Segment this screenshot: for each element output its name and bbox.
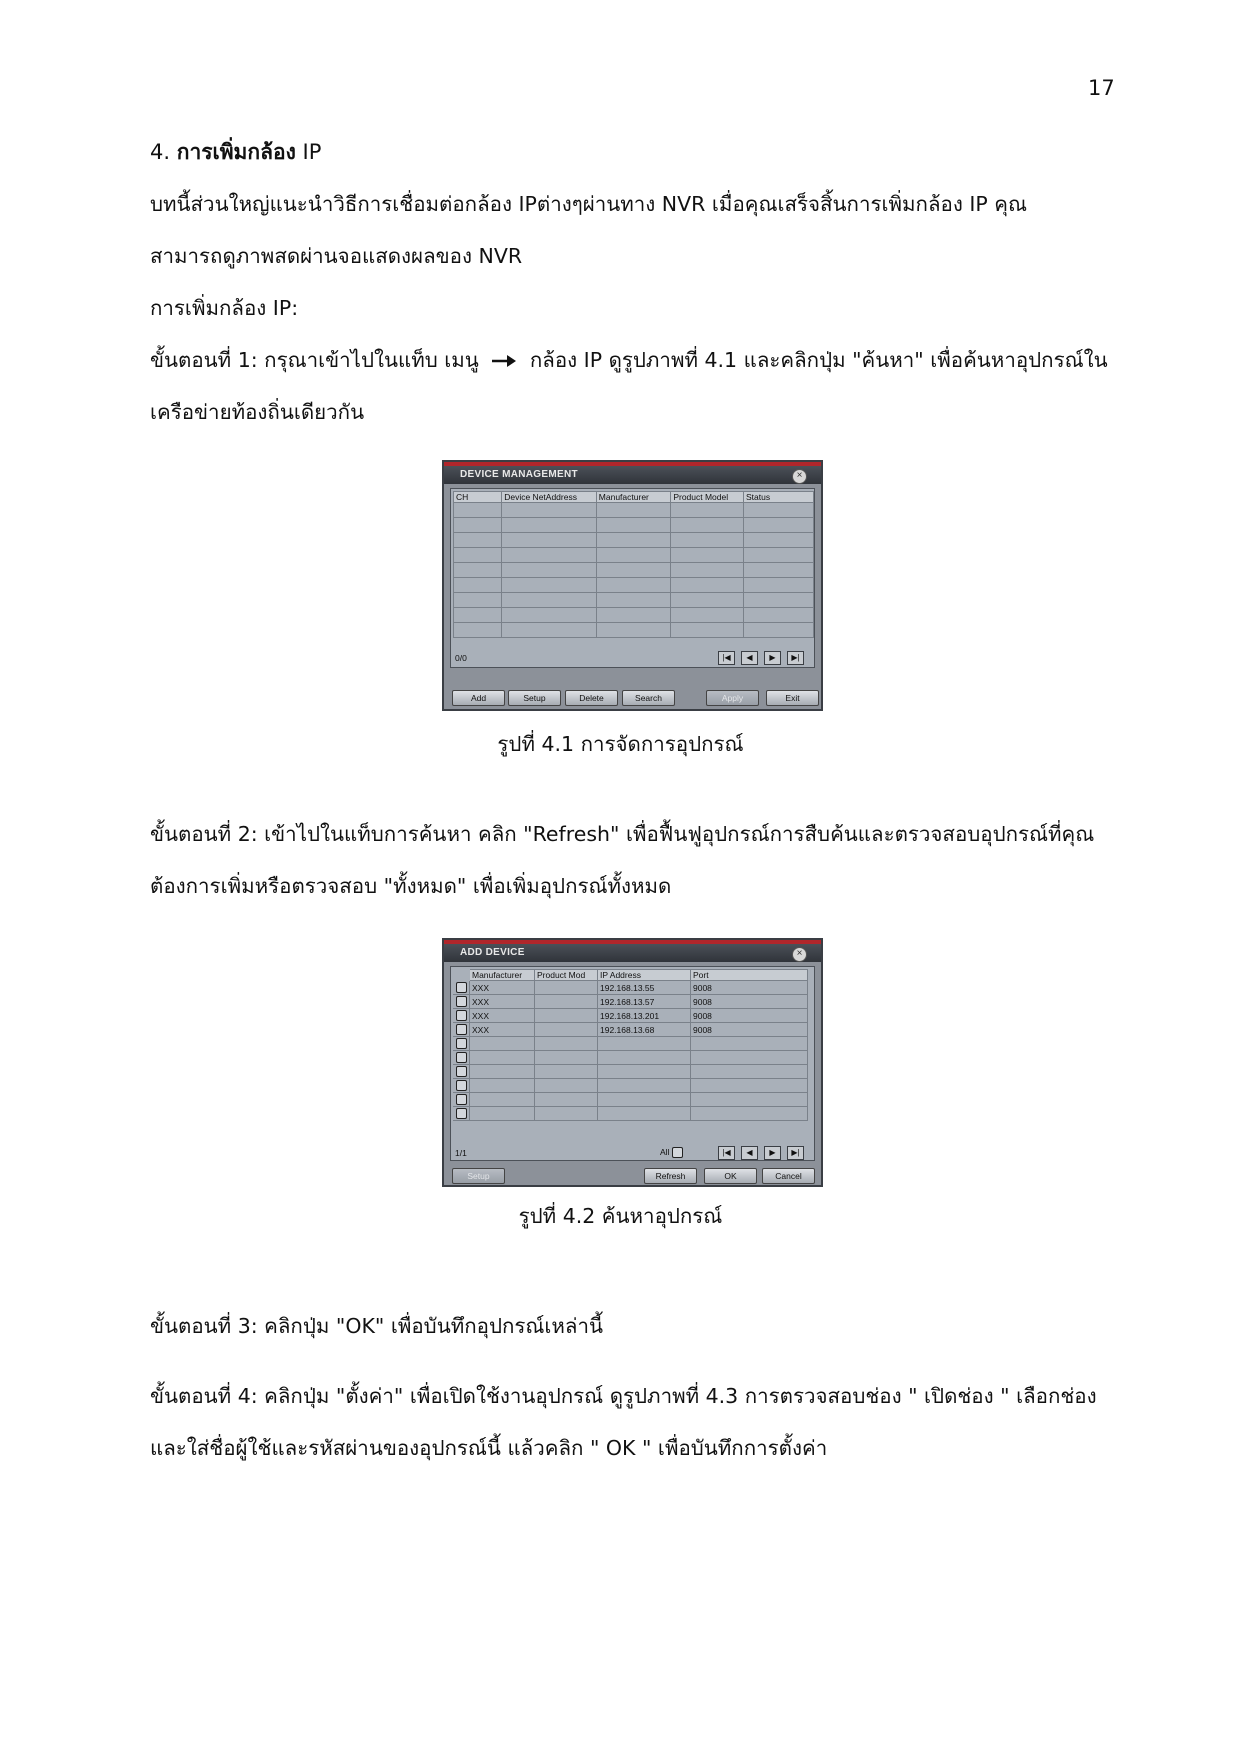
cell-model (535, 995, 598, 1009)
row-count: 0/0 (455, 653, 467, 663)
row-checkbox-cell (454, 1037, 470, 1051)
row-checkbox-cell (454, 1065, 470, 1079)
add-device-dialog (442, 938, 823, 1187)
table-row[interactable] (454, 533, 814, 548)
table-row[interactable] (454, 995, 808, 1009)
table-cell (596, 563, 671, 578)
cell-manufacturer: XXX (470, 981, 535, 995)
table-cell (470, 1107, 535, 1121)
table-cell (691, 1093, 808, 1107)
cell-manufacturer: XXX (470, 1009, 535, 1023)
table-cell (502, 503, 597, 518)
cell-model (535, 1009, 598, 1023)
table-header-row (454, 492, 814, 503)
table-cell (671, 578, 744, 593)
table-cell (596, 548, 671, 563)
cell-ip: 192.168.13.55 (598, 981, 691, 995)
all-checkbox[interactable] (672, 1147, 683, 1158)
step1-part-2: กล้อง IP ดูรูปภาพที่ 4.1 และคลิกปุ่ม "ค้นหา" เพื่อค้นหาอุปกรณ์ใน (529, 348, 1108, 372)
intro-line-2: สามารถดูภาพสดผ่านจอแสดงผลของ NVR (150, 244, 523, 268)
table-row[interactable] (454, 563, 814, 578)
cell-port: 9008 (691, 1023, 808, 1037)
row-checkbox[interactable] (456, 1052, 467, 1063)
table-row[interactable] (454, 1023, 808, 1037)
column-header-product-model: Product Model (671, 492, 744, 503)
table-cell (502, 608, 597, 623)
figure-4-1-caption: รูปที่ 4.1 การจัดการอุปกรณ์ (497, 732, 744, 756)
delete-button[interactable]: Delete (565, 690, 618, 706)
table-cell (596, 623, 671, 638)
dialog-title: ADD DEVICE (444, 944, 821, 962)
step2-line-1: ขั้นตอนที่ 2: เข้าไปในแท็บการค้นหา คลิก "Refresh" เพื่อฟื้นฟูอุปกรณ์การสืบค้นและตรวจสอบอุปกรณ์ที่คุณ (150, 822, 1095, 846)
intro-line-1: บทนี้ส่วนใหญ่แนะนำวิธีการเชื่อมต่อกล้อง IPต่างๆผ่านทาง NVR เมื่อคุณเสร็จสิ้นการเพิ่มกล้อง IP คุณ (150, 192, 1027, 216)
table-cell (671, 533, 744, 548)
table-cell (454, 548, 502, 563)
table-cell (454, 593, 502, 608)
table-cell (454, 503, 502, 518)
table-cell (502, 623, 597, 638)
row-checkbox[interactable] (456, 1024, 467, 1035)
table-cell (671, 563, 744, 578)
row-checkbox[interactable] (456, 1108, 467, 1119)
table-header-row (454, 970, 808, 981)
table-cell (596, 593, 671, 608)
column-header-product-model: Product Mod (535, 970, 598, 981)
table-cell (671, 518, 744, 533)
table-cell (596, 503, 671, 518)
prev-page-icon[interactable]: ◀ (741, 651, 758, 665)
row-checkbox[interactable] (456, 982, 467, 993)
cell-model (535, 1023, 598, 1037)
prev-page-icon[interactable]: ◀ (741, 1146, 758, 1160)
table-row[interactable] (454, 1107, 808, 1121)
table-cell (598, 1051, 691, 1065)
row-checkbox[interactable] (456, 1010, 467, 1021)
table-cell (502, 533, 597, 548)
row-checkbox-cell (454, 1009, 470, 1023)
table-row[interactable] (454, 503, 814, 518)
table-cell (691, 1037, 808, 1051)
search-results-table (453, 969, 808, 1121)
table-row[interactable] (454, 1051, 808, 1065)
first-page-icon[interactable]: |◀ (718, 1146, 735, 1160)
table-cell (671, 503, 744, 518)
section-title-suffix: IP (302, 140, 322, 164)
table-cell (535, 1093, 598, 1107)
row-checkbox-cell (454, 981, 470, 995)
row-checkbox-cell (454, 1023, 470, 1037)
table-cell (596, 518, 671, 533)
table-cell (502, 593, 597, 608)
cell-model (535, 981, 598, 995)
cell-port: 9008 (691, 1009, 808, 1023)
next-page-icon[interactable]: ▶ (764, 651, 781, 665)
step4-line-1: ขั้นตอนที่ 4: คลิกปุ่ม "ตั้งค่า" เพื่อเปิดใช้งานอุปกรณ์ ดูรูปภาพที่ 4.3 การตรวจสอบช่อง " เปิดช่อง " เลือกช่อง (150, 1384, 1097, 1408)
table-cell (671, 623, 744, 638)
section-title: การเพิ่มกล้อง (176, 140, 296, 164)
table-cell (454, 623, 502, 638)
cell-port: 9008 (691, 981, 808, 995)
table-cell (671, 548, 744, 563)
page-number: 17 (1088, 76, 1115, 100)
table-cell (596, 578, 671, 593)
last-page-icon[interactable]: ▶| (787, 1146, 804, 1160)
table-cell (470, 1037, 535, 1051)
select-all[interactable] (660, 1147, 683, 1158)
table-cell (502, 548, 597, 563)
dialog-title: DEVICE MANAGEMENT (444, 466, 821, 484)
row-checkbox-cell (454, 1107, 470, 1121)
row-checkbox[interactable] (456, 1066, 467, 1077)
exit-button[interactable]: Exit (766, 690, 819, 706)
table-row[interactable] (454, 981, 808, 995)
table-cell (743, 503, 813, 518)
table-cell (470, 1065, 535, 1079)
close-icon[interactable]: × (792, 469, 807, 484)
table-cell (535, 1065, 598, 1079)
step3: ขั้นตอนที่ 3: คลิกปุ่ม "OK" เพื่อบันทึกอุปกรณ์เหล่านี้ (150, 1314, 604, 1338)
table-row[interactable] (454, 623, 814, 638)
table-cell (743, 563, 813, 578)
cell-ip: 192.168.13.68 (598, 1023, 691, 1037)
cell-manufacturer: XXX (470, 995, 535, 1009)
column-header-device-netaddress: Device NetAddress (502, 492, 597, 503)
table-cell (743, 578, 813, 593)
step1-part-1: ขั้นตอนที่ 1: กรุณาเข้าไปในแท็บ เมนู (150, 348, 479, 372)
figure-4-2-caption: รูปที่ 4.2 ค้นหาอุปกรณ์ (518, 1204, 723, 1228)
step1-line-1 (150, 334, 1110, 386)
row-checkbox[interactable] (456, 1094, 467, 1105)
search-button[interactable]: Search (622, 690, 675, 706)
device-table (453, 491, 814, 638)
close-icon[interactable]: × (792, 947, 807, 962)
row-checkbox[interactable] (456, 996, 467, 1007)
ok-button[interactable]: OK (704, 1168, 757, 1184)
table-cell (743, 518, 813, 533)
table-cell (502, 563, 597, 578)
row-checkbox[interactable] (456, 1038, 467, 1049)
table-cell (598, 1107, 691, 1121)
table-cell (598, 1065, 691, 1079)
column-header-status: Status (743, 492, 813, 503)
table-cell (470, 1051, 535, 1065)
table-row[interactable] (454, 1065, 808, 1079)
add-ip-label: การเพิ่มกล้อง IP: (150, 296, 299, 320)
table-cell (743, 533, 813, 548)
table-cell (454, 578, 502, 593)
table-row[interactable] (454, 548, 814, 563)
table-cell (691, 1065, 808, 1079)
column-header-manufacturer: Manufacturer (596, 492, 671, 503)
table-cell (470, 1079, 535, 1093)
step4-line-2: และใส่ชื่อผู้ใช้และรหัสผ่านของอุปกรณ์นี้ แล้วคลิก " OK " เพื่อบันทึกการตั้งค่า (150, 1436, 828, 1460)
last-page-icon[interactable]: ▶| (787, 651, 804, 665)
column-header-manufacturer: Manufacturer (470, 970, 535, 981)
table-cell (596, 533, 671, 548)
device-management-dialog (442, 460, 823, 711)
table-cell (454, 533, 502, 548)
table-cell (598, 1093, 691, 1107)
table-cell (470, 1093, 535, 1107)
cell-ip: 192.168.13.57 (598, 995, 691, 1009)
column-header-port: Port (691, 970, 808, 981)
table-row[interactable] (454, 608, 814, 623)
cancel-button[interactable]: Cancel (762, 1168, 815, 1184)
row-checkbox-cell (454, 1079, 470, 1093)
table-cell (535, 1107, 598, 1121)
row-checkbox-cell (454, 1051, 470, 1065)
table-cell (691, 1107, 808, 1121)
table-cell (743, 548, 813, 563)
column-header-ip-address: IP Address (598, 970, 691, 981)
table-cell (598, 1037, 691, 1051)
table-row[interactable] (454, 1093, 808, 1107)
page-indicator: 1/1 (455, 1148, 467, 1158)
cell-manufacturer: XXX (470, 1023, 535, 1037)
row-checkbox-cell (454, 995, 470, 1009)
add-button[interactable]: Add (452, 690, 505, 706)
setup-button[interactable]: Setup (508, 690, 561, 706)
table-cell (598, 1079, 691, 1093)
table-cell (743, 608, 813, 623)
table-cell (671, 593, 744, 608)
search-results-panel (450, 966, 815, 1161)
table-cell (671, 608, 744, 623)
table-cell (535, 1037, 598, 1051)
column-header-ch: CH (454, 492, 502, 503)
all-label: All (660, 1147, 670, 1157)
table-row[interactable] (454, 1009, 808, 1023)
table-cell (596, 608, 671, 623)
table-cell (454, 563, 502, 578)
apply-button[interactable]: Apply (706, 690, 759, 706)
table-cell (743, 593, 813, 608)
checkbox-column-header (454, 970, 470, 981)
table-cell (743, 623, 813, 638)
table-row[interactable] (454, 1037, 808, 1051)
device-list-panel (450, 488, 815, 668)
table-row[interactable] (454, 518, 814, 533)
table-cell (535, 1079, 598, 1093)
refresh-button[interactable]: Refresh (644, 1168, 697, 1184)
setup-button[interactable]: Setup (452, 1168, 505, 1184)
table-row[interactable] (454, 593, 814, 608)
step1-line-2: เครือข่ายท้องถิ่นเดียวกัน (150, 400, 365, 424)
section-heading (150, 136, 321, 169)
right-arrow-icon (491, 354, 517, 368)
table-cell (535, 1051, 598, 1065)
row-checkbox-cell (454, 1093, 470, 1107)
table-cell (502, 518, 597, 533)
table-row[interactable] (454, 1079, 808, 1093)
section-number: 4. (150, 140, 171, 164)
cell-port: 9008 (691, 995, 808, 1009)
step2-line-2: ต้องการเพิ่มหรือตรวจสอบ "ทั้งหมด" เพื่อเพิ่มอุปกรณ์ทั้งหมด (150, 874, 672, 898)
table-cell (454, 608, 502, 623)
table-cell (691, 1079, 808, 1093)
first-page-icon[interactable]: |◀ (718, 651, 735, 665)
next-page-icon[interactable]: ▶ (764, 1146, 781, 1160)
table-cell (454, 518, 502, 533)
table-cell (691, 1051, 808, 1065)
row-checkbox[interactable] (456, 1080, 467, 1091)
table-cell (502, 578, 597, 593)
cell-ip: 192.168.13.201 (598, 1009, 691, 1023)
table-row[interactable] (454, 578, 814, 593)
